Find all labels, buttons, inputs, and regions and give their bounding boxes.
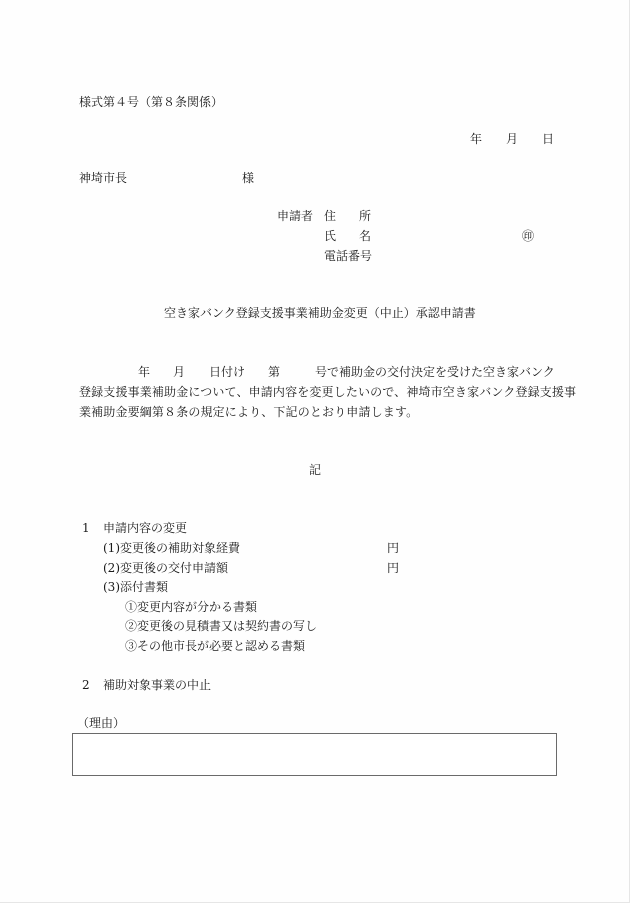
attachment-item: ①変更内容が分かる書類: [125, 600, 258, 614]
body-month: 月: [173, 365, 186, 379]
addressee-name: 神埼市長: [79, 171, 128, 185]
applicant-label: 申請者: [277, 209, 314, 223]
date-month-label: 月: [506, 132, 519, 146]
section1-title: 申請内容の変更: [103, 521, 188, 535]
date-year-label: 年: [470, 132, 483, 146]
body-line-3: 業補助金要綱第８条の規定により、下記のとおり申請します。: [79, 405, 419, 419]
form-number: 様式第４号（第８条関係）: [79, 95, 224, 109]
ki-heading: 記: [309, 463, 322, 477]
section2-title: 補助対象事業の中止: [103, 678, 212, 692]
address-label-1: 住: [324, 209, 337, 223]
section1-number: 1: [82, 521, 90, 535]
phone-label: 電話番号: [324, 249, 373, 263]
attachment-item: ②変更後の見積書又は契約書の写し: [125, 619, 318, 633]
body-line1-rest: 号で補助金の交付決定を受けた空き家バンク: [315, 365, 555, 379]
name-label-1: 氏: [324, 229, 337, 243]
attachment-item: ③その他市長が必要と認める書類: [125, 639, 306, 653]
body-line-2: 登録支援事業補助金について、申請内容を変更したいので、神埼市空き家バンク登録支援事: [79, 385, 577, 399]
section2-number: 2: [82, 678, 90, 692]
item-subsidy-cost-label: (1)変更後の補助対象経費: [103, 541, 240, 555]
item-grant-amount-label: (2)変更後の交付申請額: [103, 561, 228, 575]
item-subsidy-cost-unit: 円: [387, 541, 400, 555]
reason-label: （理由）: [77, 716, 126, 730]
name-label-2: 名: [359, 229, 372, 243]
reason-field[interactable]: [72, 733, 557, 776]
item-attachments-label: (3)添付書類: [103, 580, 168, 594]
document-title: 空き家バンク登録支援事業補助金変更（中止）承認申請書: [164, 306, 476, 320]
seal-mark: ㊞: [522, 229, 535, 243]
body-dai: 第: [268, 365, 281, 379]
addressee-honorific: 様: [242, 171, 255, 185]
body-date-suffix: 日付け: [209, 365, 246, 379]
address-label-2: 所: [359, 209, 372, 223]
date-day-label: 日: [542, 132, 555, 146]
body-year: 年: [138, 365, 151, 379]
item-grant-amount-unit: 円: [387, 561, 400, 575]
